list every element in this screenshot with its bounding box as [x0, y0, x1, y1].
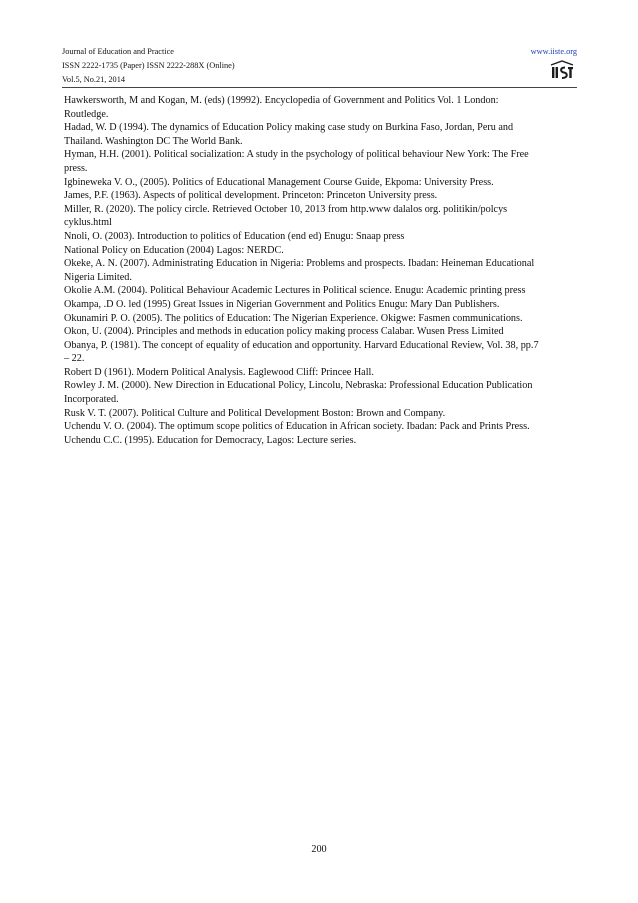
reference-item: Okunamiri P. O. (2005). The politics of Education: The Nigerian Experience. Okigwe: Fasmen communications.	[64, 312, 523, 324]
page-number: 200	[311, 844, 327, 855]
issn-line: ISSN 2222-1735 (Paper) ISSN 2222-288X (Online)	[62, 61, 235, 70]
reference-item: Okon, U. (2004). Principles and methods in education policy making process Calabar. Wusen Press Limited	[64, 326, 504, 338]
iiste-logo-icon	[549, 59, 575, 81]
page-header	[62, 45, 577, 83]
reference-item: National Policy on Education (2004) Lagos: NERDC.	[64, 244, 284, 256]
reference-item: Uchendu V. O. (2004). The optimum scope politics of Education in African society. Ibadan: Pack and Prints Press.	[64, 421, 530, 433]
volume-line: Vol.5, No.21, 2014	[62, 75, 125, 84]
reference-item: Okeke, A. N. (2007). Administrating Education in Nigeria: Problems and prospects. Ibadan: Heineman Educational Nigeria Limited.	[64, 258, 535, 283]
reference-item: Miller, R. (2020). The policy circle. Retrieved October 10, 2013 from http.www dalalos org. politikin/polcys cyklus.html	[64, 203, 508, 229]
reference-item: Hadad, W. D (1994). The dynamics of Education Policy making case study on Burkina Faso, Jordan, Peru and Thailand. Washington DC The World Bank.	[64, 122, 514, 147]
reference-item: James, P.F. (1963). Aspects of political development. Princeton: Princeton University press.	[64, 190, 438, 202]
reference-list	[64, 94, 540, 447]
reference-item: Hyman, H.H. (2001). Political socialization: A study in the psychology of political behaviour New York: The Free press.	[64, 149, 529, 174]
reference-item: Robert D (1961). Modern Political Analysis. Eaglewood Cliff: Princee Hall.	[64, 366, 374, 378]
header-divider	[62, 87, 577, 88]
reference-item: Rowley J. M. (2000). New Direction in Educational Policy, Lincolu, Nebraska: Professional Education Publication Incorporated.	[64, 380, 533, 406]
reference-item: Rusk V. T. (2007). Political Culture and Political Development Boston: Brown and Company.	[64, 407, 446, 419]
reference-item: Okolie A.M. (2004). Political Behaviour Academic Lectures in Political science. Enugu: Academic printing press	[64, 285, 526, 297]
reference-item: Nnoli, O. (2003). Introduction to politics of Education (end ed) Enugu: Snaap press	[64, 230, 405, 242]
journal-title: Journal of Education and Practice	[62, 47, 174, 56]
reference-item: Okampa, .D O. led (1995) Great Issues in Nigerian Government and Politics Enugu: Mary Dan Publishers.	[64, 298, 500, 310]
reference-item: Igbineweka V. O., (2005). Politics of Educational Management Course Guide, Ekpoma: University Press.	[64, 176, 494, 188]
reference-item: Hawkersworth, M and Kogan, M. (eds) (19992). Encyclopedia of Government and Politics Vol. 1 London: Routledge.	[64, 95, 499, 120]
reference-item: Uchendu C.C. (1995). Education for Democracy, Lagos: Lecture series.	[64, 434, 357, 446]
journal-url-link[interactable]: www.iiste.org	[530, 47, 577, 56]
reference-item: Obanya, P. (1981). The concept of equality of education and opportunity. Harvard Educational Review, Vol. 38, pp.7 – 22.	[64, 339, 539, 365]
